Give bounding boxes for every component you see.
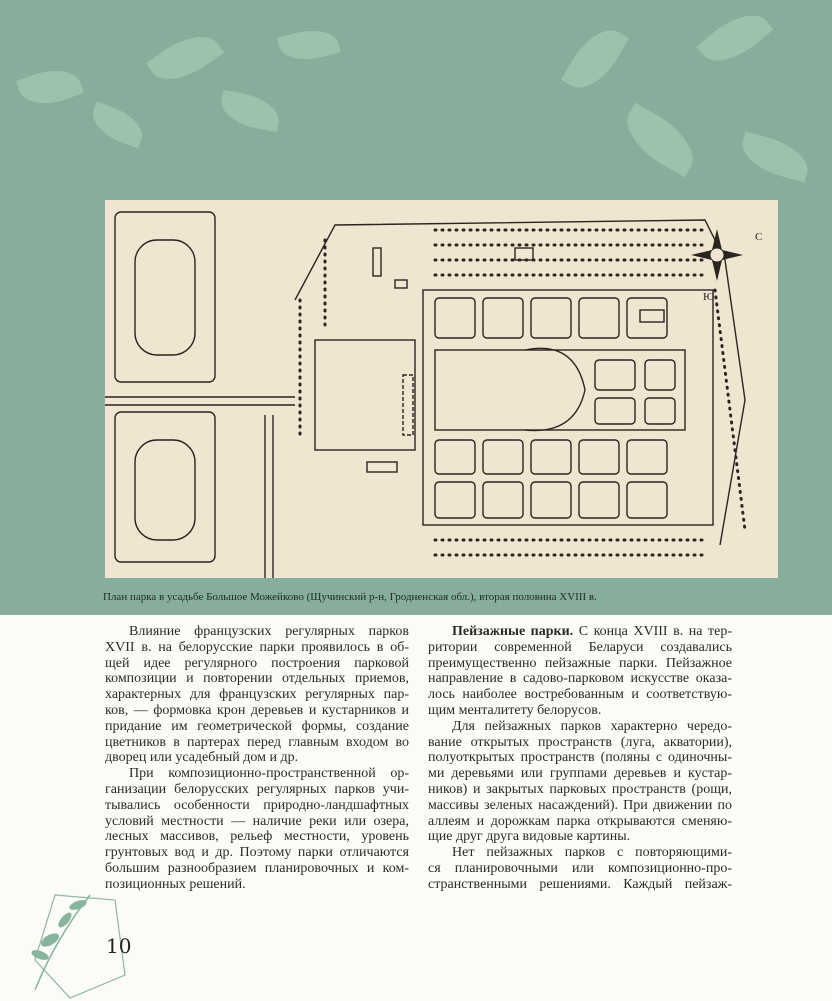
text-line: грунтовых вод и др. Поэтому парки отличаются (105, 845, 409, 861)
text-line: композиции и повторении отдельных приемов, (105, 671, 409, 687)
text-line: преимущественно пейзажные парки. Пейзажное (428, 655, 732, 671)
text-line: лось наиболее востребованным и соответствую- (428, 687, 732, 703)
text-line: условий местности — наличие реки или озера, (105, 813, 409, 829)
text-line: Нет пейзажных парков с повторяющими- (452, 845, 732, 861)
left-column (105, 624, 409, 893)
text-line: щей идее регулярного построения парковой (105, 655, 409, 671)
text-line: При композиционно-пространственной ор- (129, 766, 409, 782)
text-line: тывались особенности природно-ландшафтных (105, 797, 409, 813)
leaf-decoration (87, 101, 149, 148)
text-line: придание им геометрической формы, создание (105, 718, 409, 734)
text-line: цветников в партерах перед главным входом во (105, 734, 409, 750)
figure-caption: План парка в усадьбе Большое Можейково (Щучинский р-н, Гродненская обл.), вторая половина XVIII в. (103, 591, 597, 603)
text-line: массивы зеленых насаждений). При движении по (428, 797, 732, 813)
leaf-decoration (146, 23, 224, 93)
text-line: ми деревьями или группами деревьев и кустар- (428, 766, 732, 782)
text-line: ников) и закрытых парковых пространств (рощи, (428, 781, 732, 797)
text-line: большим разнообразием планировочных и ком- (105, 860, 409, 876)
text-line: позиционных решений. (105, 876, 246, 892)
text-line (428, 624, 732, 640)
leaf-decoration (277, 23, 341, 67)
text-line: XVII в. на белорусские парки проявилось в об- (105, 639, 409, 655)
section-heading: Пейзажные парки. (452, 624, 574, 639)
text-line: направление в садово-парковом искусстве оказа- (428, 671, 732, 687)
leaf-decoration (16, 61, 84, 113)
text-line: дворец или усадебный дом и др. (105, 750, 299, 766)
leaf-decoration (561, 19, 629, 99)
text-line: ся планировочными или композиционно-про- (428, 860, 732, 876)
text-line: аллеям и дорожкам парка открываются сменяю- (428, 813, 732, 829)
text-line: характерных для французских регулярных пар- (105, 687, 409, 703)
compass-rose (691, 229, 743, 281)
park-plan-figure (105, 200, 778, 578)
regular-parterre (423, 290, 713, 525)
leaf-decoration (615, 103, 704, 178)
text-line: вание открытых пространств (луга, акватории), (428, 734, 732, 750)
compass-north-label: С (755, 231, 763, 243)
text-line: лесных массивов, рельеф местности, уровень (105, 829, 409, 845)
text-line: ритории современной Беларуси создавались (428, 639, 732, 655)
leaf-decoration (697, 2, 774, 75)
park-plan-drawing (105, 200, 778, 578)
text-line: ганизации белорусских регулярных парков учи- (105, 781, 409, 797)
text-run: С конца XVIII в. на тер- (573, 624, 732, 639)
house-court (315, 340, 415, 450)
text-line: Влияние французских регулярных парков (129, 624, 409, 639)
text-line: щим менталитету белорусов. (428, 702, 602, 718)
page-number: 10 (106, 934, 132, 958)
pond-upper-inner (135, 240, 195, 355)
text-line: полуоткрытых пространств (поляны с одиночны- (428, 750, 732, 766)
parterre-beds (435, 298, 675, 518)
compass-south-label: Ю (703, 291, 715, 303)
leaf-decoration (737, 132, 813, 183)
text-line: Для пейзажных парков характерно чередо- (452, 718, 732, 734)
text-line: странственными решениями. Каждый пейзаж- (428, 876, 732, 892)
pond-upper (115, 212, 215, 382)
text-line: ков, — формовка крон деревьев и кустарников и (105, 702, 409, 718)
pond-lower-inner (135, 440, 195, 540)
right-column (428, 624, 732, 893)
leaf-decoration (218, 90, 283, 132)
text-line: щие друг друга видовые картины. (428, 829, 631, 845)
